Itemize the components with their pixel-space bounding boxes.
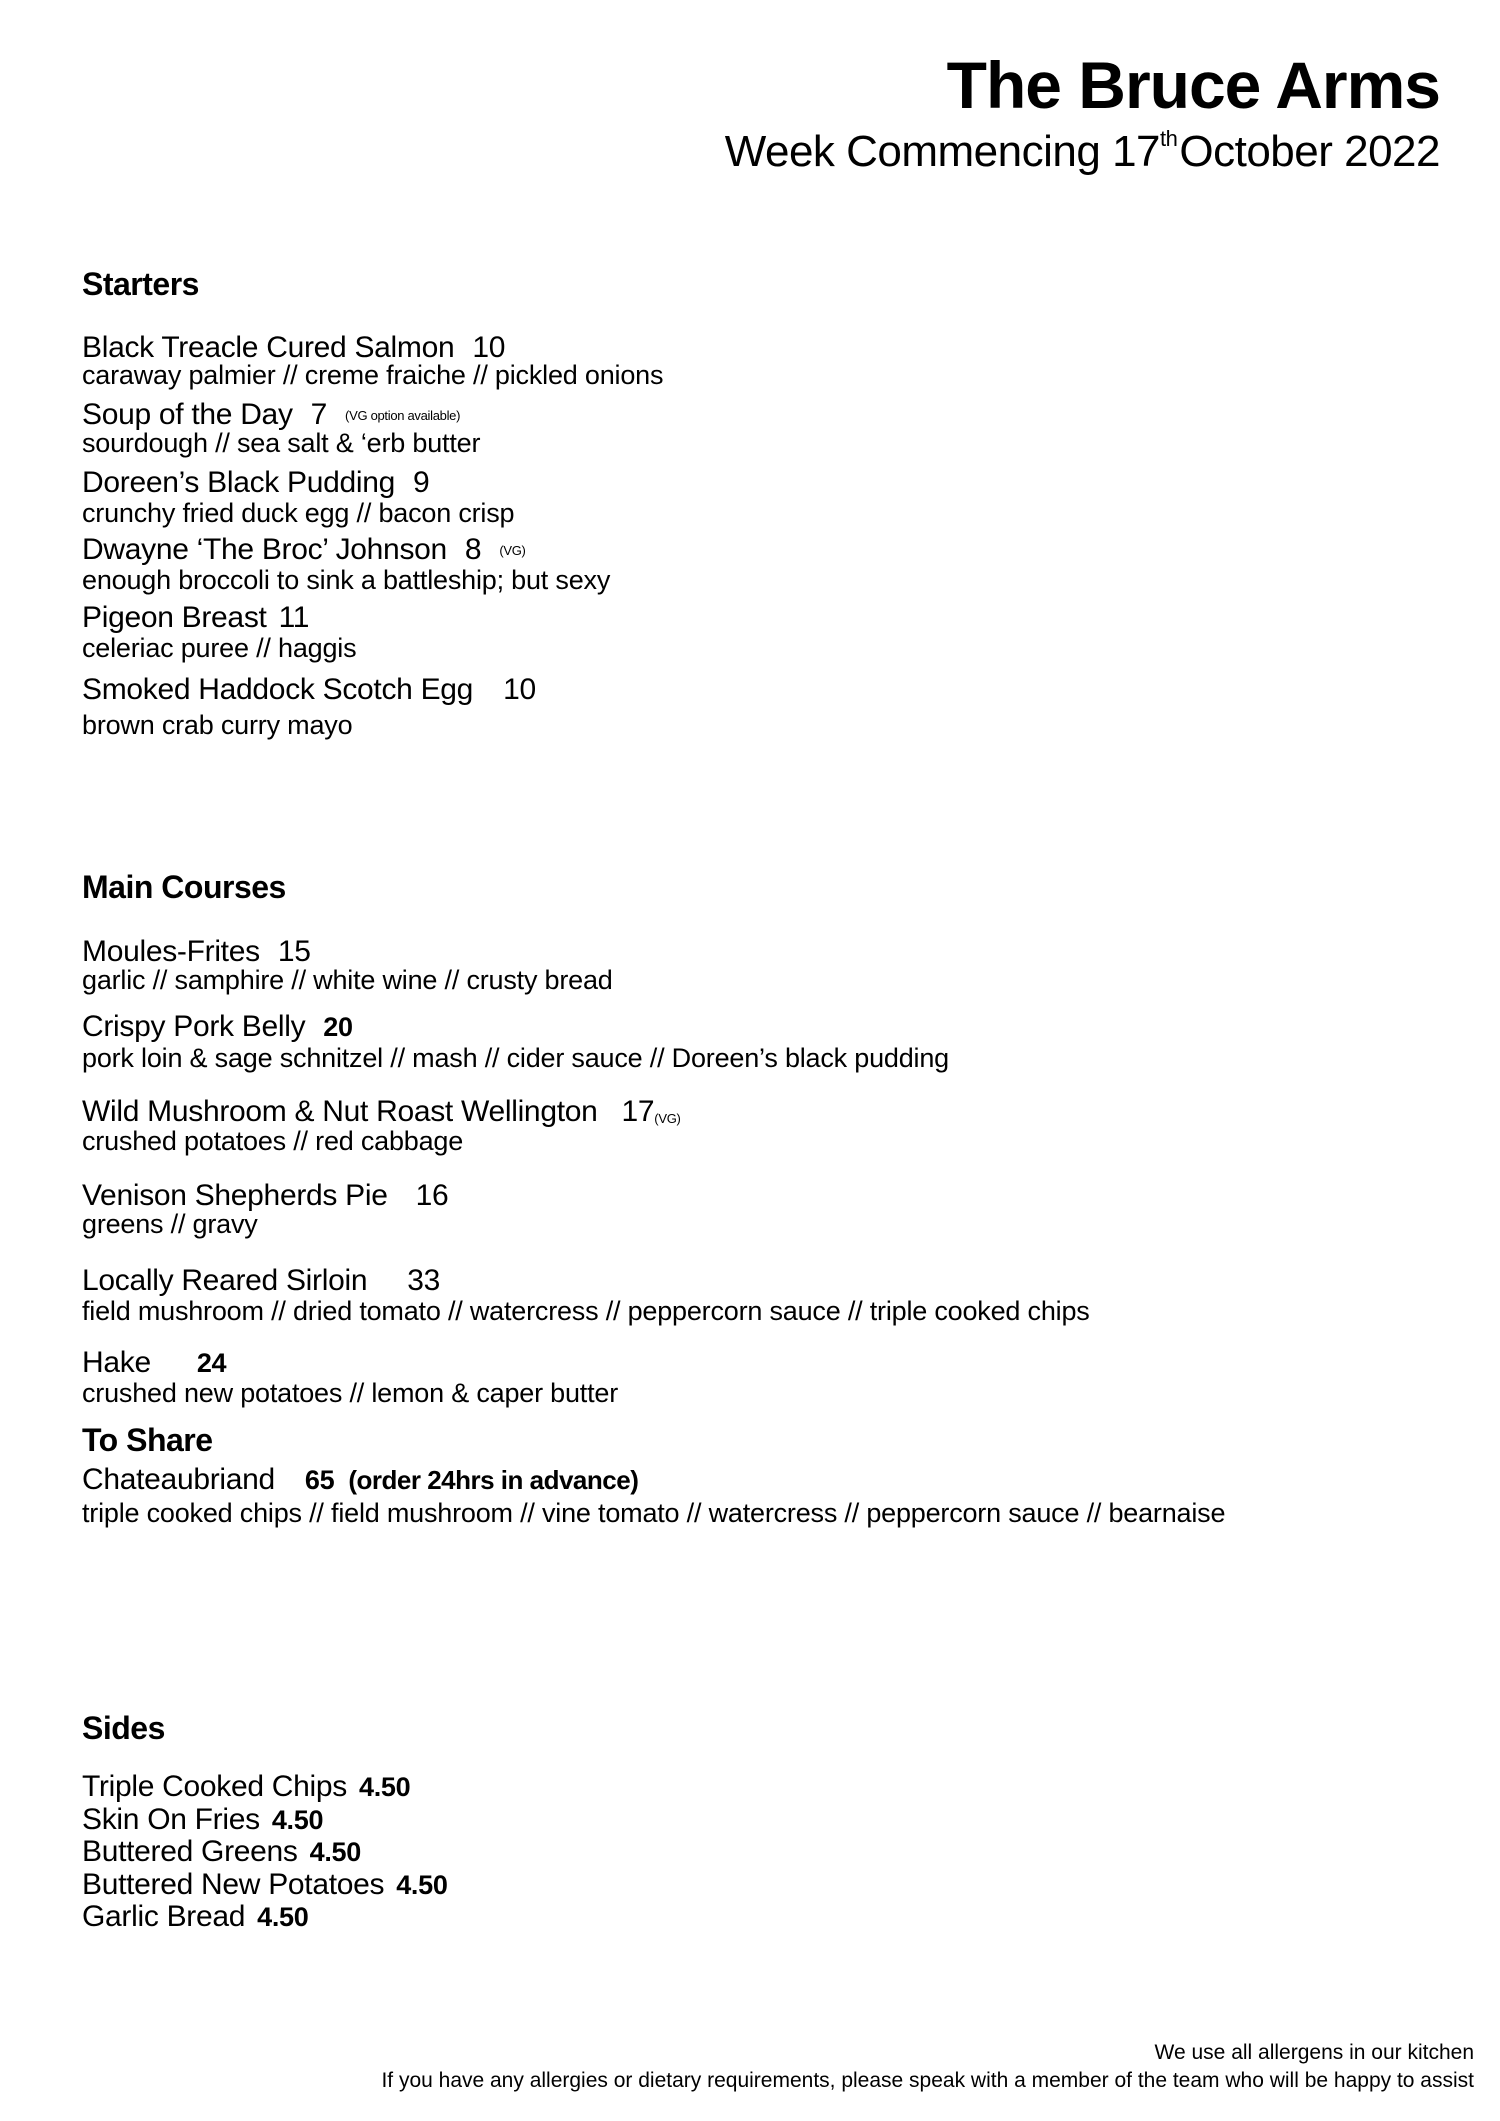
dish-price: 33 [407,1264,440,1297]
dish-price: 65 [304,1465,335,1495]
dish-name: Wild Mushroom & Nut Roast Wellington [82,1095,598,1128]
side-price: 4.50 [309,1837,361,1867]
dish-name: Moules-Frites [82,935,260,968]
dish-price: 11 [278,601,310,634]
subtitle-rest: October 2022 [1179,127,1440,176]
dish-price: 9 [413,466,430,499]
menu-item-description: pork loin & sage schnitzel // mash // cider sauce // Doreen’s black pudding [82,1043,949,1073]
dish-name: Hake [82,1346,151,1379]
dish-name: Crispy Pork Belly [82,1010,306,1043]
side-price: 4.50 [358,1772,411,1802]
menu-item-description: celeriac puree // haggis [82,633,357,663]
menu-item-name [82,400,460,430]
restaurant-title: The Bruce Arms [946,48,1440,122]
side-name: Buttered Greens [82,1835,298,1868]
side-name: Buttered New Potatoes [82,1868,385,1901]
menu-item-name [82,603,309,633]
menu-item-description: greens // gravy [82,1209,258,1239]
dish-name: Pigeon Breast [82,601,267,634]
menu-item-name [82,333,505,363]
side-price: 4.50 [257,1902,309,1932]
menu-item-description: caraway palmier // creme fraiche // pickled onions [82,360,664,390]
dish-name: Smoked Haddock Scotch Egg [82,673,474,706]
menu-item-description: brown crab curry mayo [82,710,353,740]
side-price: 4.50 [271,1805,324,1835]
dietary-requirements-notice: If you have any allergies or dietary requirements, please speak with a member of the team who will be happy to assist [381,2069,1474,2092]
menu-item-name [82,1348,226,1378]
menu-item-description: garlic // samphire // white wine // crusty bread [82,965,613,995]
allergen-notice: We use all allergens in our kitchen [1154,2041,1474,2064]
dish-name: Black Treacle Cured Salmon [82,331,455,364]
dietary-note: (VG option available) [345,408,461,423]
menu-item-name [82,1465,638,1495]
dish-name: Venison Shepherds Pie [82,1179,388,1212]
order-advance-note: (order 24hrs in advance) [348,1465,639,1495]
menu-item-name [82,535,526,565]
side-name: Triple Cooked Chips [82,1770,347,1803]
side-item [82,1870,448,1900]
side-price: 4.50 [396,1870,448,1900]
section-heading-sides: Sides [82,1710,165,1746]
side-item [82,1902,309,1932]
dish-name: Doreen’s Black Pudding [82,466,396,499]
menu-item-name [82,1181,448,1211]
menu-item-name [82,468,429,498]
section-heading-starters: Starters [82,266,199,302]
menu-item-name [82,1012,353,1042]
section-heading-to-share: To Share [82,1422,213,1458]
subtitle-ordinal: th [1160,126,1178,151]
menu-item-description: triple cooked chips // field mushroom // vine tomato // watercress // peppercorn sauce // bearnaise [82,1498,1226,1528]
subtitle-prefix: Week Commencing 17 [724,127,1161,176]
week-commencing-subtitle [725,128,1440,174]
side-item [82,1837,361,1867]
menu-item-name [82,1097,681,1127]
dish-price: 10 [472,331,506,364]
dish-name: Locally Reared Sirloin [82,1264,368,1297]
menu-item-name [82,937,311,967]
dish-name: Chateaubriand [82,1463,275,1496]
dish-price: 7 [310,398,328,431]
menu-item-name [82,675,536,705]
menu-item-description: field mushroom // dried tomato // watercress // peppercorn sauce // triple cooked chips [82,1296,1090,1326]
dish-name: Dwayne ‘The Broc’ Johnson [82,533,447,566]
menu-item-description: enough broccoli to sink a battleship; but sexy [82,565,611,595]
menu-item-name [82,1266,440,1296]
dish-price: 24 [196,1348,227,1378]
dish-price: 8 [464,533,482,566]
dietary-note: (VG) [499,543,526,558]
menu-item-description: crushed potatoes // red cabbage [82,1126,464,1156]
dish-price: 15 [277,935,311,968]
dish-price: 20 [323,1012,353,1042]
dietary-note: (VG) [654,1111,681,1126]
menu-item-description: sourdough // sea salt & ‘erb butter [82,428,481,458]
menu-item-description: crunchy fried duck egg // bacon crisp [82,498,515,528]
menu-item-description: crushed new potatoes // lemon & caper butter [82,1378,619,1408]
side-item [82,1772,410,1802]
dish-name: Soup of the Day [82,398,293,431]
section-heading-main-courses: Main Courses [82,869,286,905]
dish-price: 17 [621,1095,655,1128]
side-item [82,1805,323,1835]
dish-price: 10 [503,673,536,706]
dish-price: 16 [415,1179,449,1212]
side-name: Garlic Bread [82,1900,246,1933]
side-name: Skin On Fries [82,1803,260,1836]
